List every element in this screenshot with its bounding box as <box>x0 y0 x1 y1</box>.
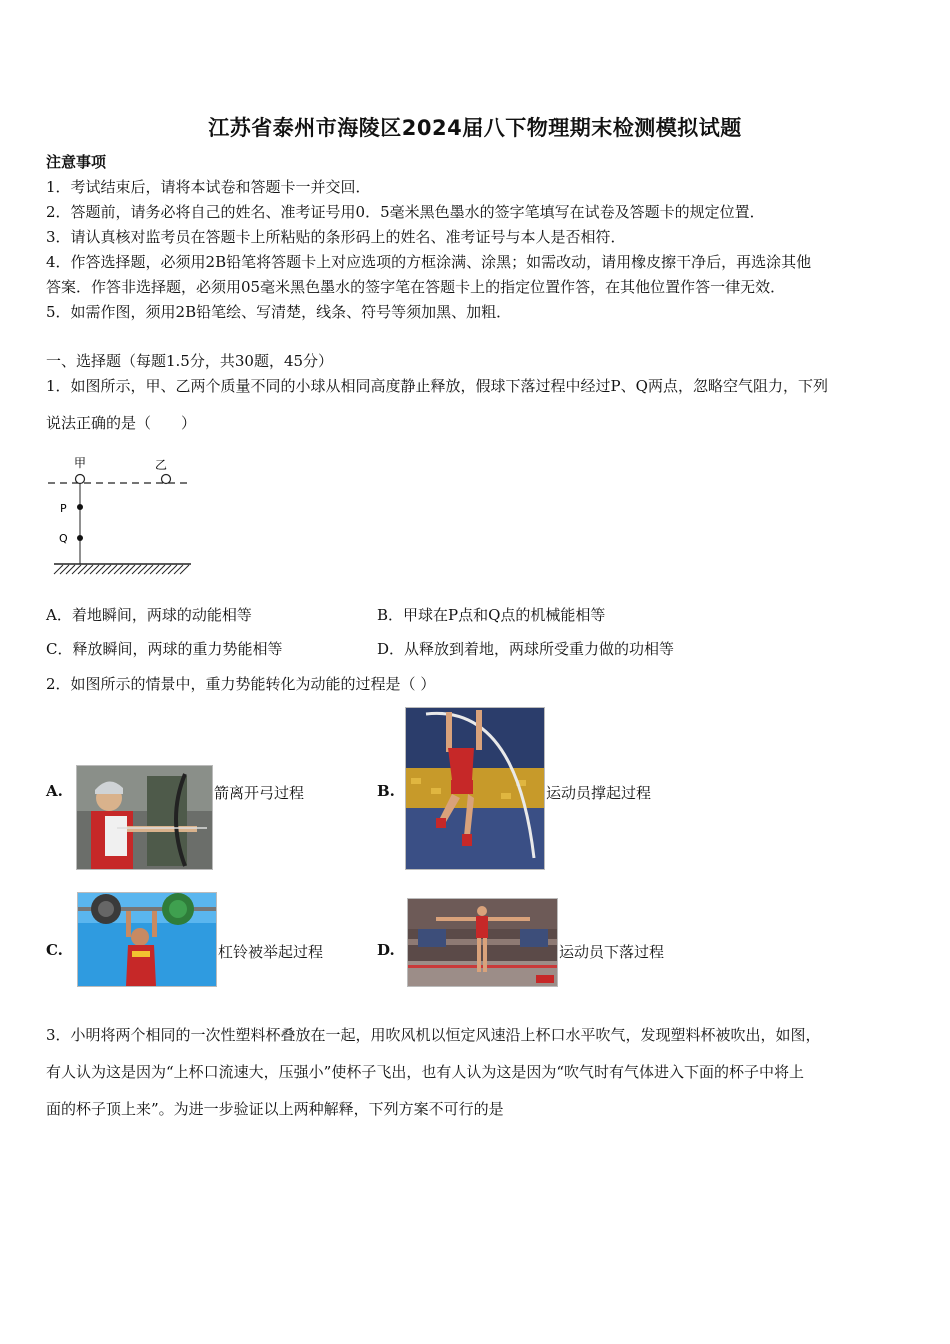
section-heading: 一、选择题（每题1.5分，共30题，45分） <box>46 352 334 370</box>
q3-stem-line1: 3．小明将两个相同的一次性塑料杯叠放在一起，用吹风机以恒定风速沿上杯口水平吹气，发现塑料杯被吹出，如图， <box>46 1026 821 1044</box>
ball-jia-icon <box>76 475 85 484</box>
point-p-icon <box>77 504 83 510</box>
q1-stem-line2: 说法正确的是（ ） <box>46 414 197 432</box>
q1-ball-diagram <box>46 450 206 582</box>
q2-option-d-caption: 运动员下落过程 <box>559 943 665 961</box>
ball-yi-icon <box>162 475 171 484</box>
q2-option-d-letter: D. <box>377 941 395 959</box>
q3-stem-line2: 有人认为这是因为“上杯口流速大，压强小”使杯子飞出，也有人认为这是因为“吹气时有气体进入下面的杯子中将上 <box>46 1063 805 1081</box>
notice-heading: 注意事项 <box>46 153 107 171</box>
notice-item: 5．如需作图，须用2B铅笔绘、写清楚，线条、符号等须加黑、加粗． <box>46 303 512 321</box>
q2-option-b-letter: B. <box>377 782 395 800</box>
q1-option-c: C．释放瞬间，两球的重力势能相等 <box>46 640 283 658</box>
trampoline-photo <box>407 898 558 987</box>
q1-option-b: B．甲球在P点和Q点的机械能相等 <box>377 606 606 624</box>
ball-jia-label: 甲 <box>74 456 87 470</box>
q3-stem-line3: 面的杯子顶上来”。为进一步验证以上两种解释，下列方案不可行的是 <box>46 1100 504 1118</box>
ball-yi-label: 乙 <box>155 458 168 472</box>
page-title: 江苏省泰州市海陵区2024届八下物理期末检测模拟试题 <box>208 116 742 140</box>
notice-item: 答案．作答非选择题，必须用05毫米黑色墨水的签字笔在答题卡上的指定位置作答，在其他位置作答一律无效． <box>46 278 786 296</box>
point-p-label: P <box>60 502 67 515</box>
weightlifting-photo <box>77 892 217 987</box>
q1-stem-line1: 1．如图所示，甲、乙两个质量不同的小球从相同高度静止释放，假球下落过程中经过P、Q两点，忽略空气阻力，下列 <box>46 377 828 395</box>
q1-option-a: A．着地瞬间，两球的动能相等 <box>46 606 252 624</box>
notice-item: 4．作答选择题，必须用2B铅笔将答题卡上对应选项的方框涂满、涂黑；如需改动，请用橡皮擦干净后，再选涂其他 <box>46 253 812 271</box>
notice-item: 2．答题前，请务必将自己的姓名、准考证号用0．5毫米黑色墨水的签字笔填写在试卷及答题卡的规定位置． <box>46 203 765 221</box>
notice-item: 3．请认真核对监考员在答题卡上所粘贴的条形码上的姓名、准考证号与本人是否相符． <box>46 228 626 246</box>
point-q-label: Q <box>59 532 68 545</box>
pole-vault-photo <box>405 707 545 870</box>
q2-option-c-caption: 杠铃被举起过程 <box>218 943 324 961</box>
q2-option-a-letter: A. <box>46 782 63 800</box>
q2-stem: 2．如图所示的情景中，重力势能转化为动能的过程是（ ） <box>46 675 436 693</box>
archer-photo <box>76 765 213 870</box>
notice-item: 1．考试结束后，请将本试卷和答题卡一并交回． <box>46 178 371 196</box>
point-q-icon <box>77 535 83 541</box>
q2-option-a-caption: 箭离开弓过程 <box>214 784 305 802</box>
ground-hatch <box>54 565 189 574</box>
q2-option-b-caption: 运动员撑起过程 <box>546 784 652 802</box>
q1-option-d: D．从释放到着地，两球所受重力做的功相等 <box>377 640 675 658</box>
q2-option-c-letter: C. <box>46 941 63 959</box>
